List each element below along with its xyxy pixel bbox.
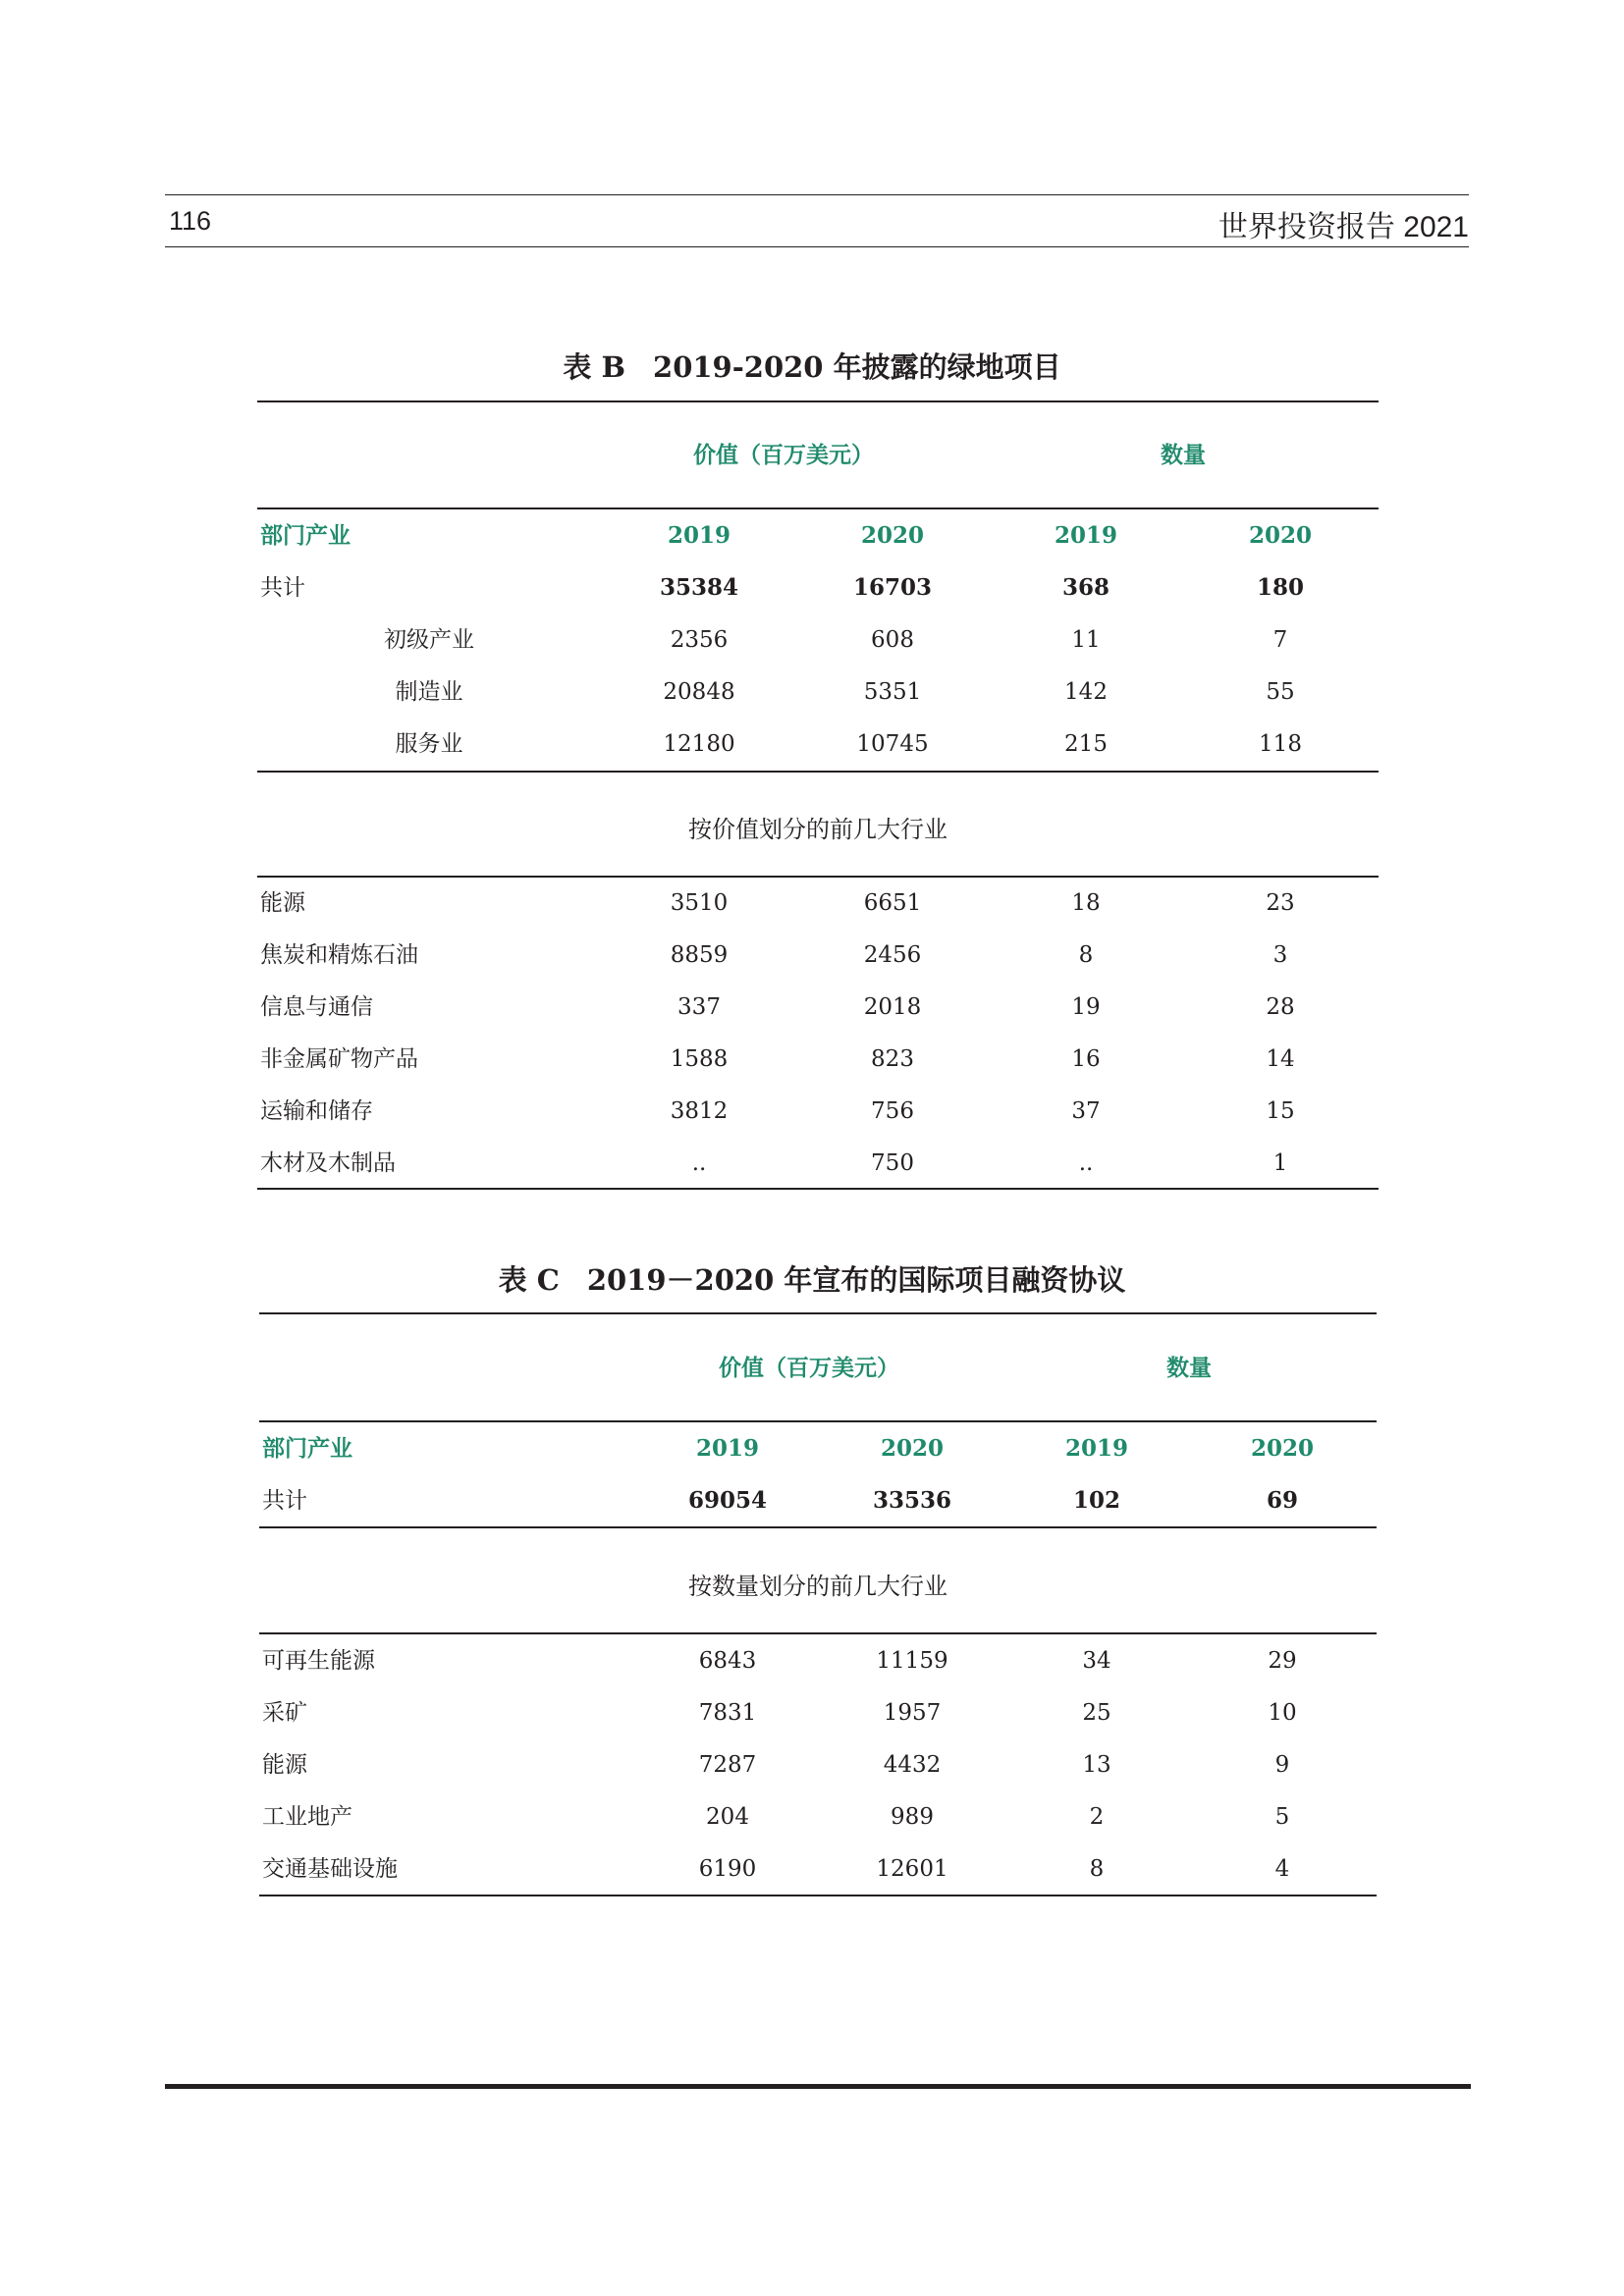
- table-b-group-count: 数量: [1161, 442, 1206, 468]
- table-c-title: [0, 1258, 1624, 1299]
- table-b-group-value: 价值（百万美元）: [693, 442, 874, 468]
- row-n2020: 55: [1266, 679, 1295, 705]
- row-v2019: 20848: [663, 679, 735, 705]
- table-b-total-n2020: 180: [1256, 574, 1305, 601]
- row-label: 焦炭和精炼石油: [260, 942, 418, 968]
- row-v2020: 6651: [863, 890, 922, 916]
- row-n2019: 34: [1082, 1648, 1111, 1674]
- table-b-col-value-2019: 2019: [667, 522, 731, 549]
- table-c-col-count-2019: 2019: [1064, 1435, 1129, 1462]
- row-n2019: 142: [1064, 679, 1108, 705]
- row-label: 运输和储存: [260, 1098, 373, 1124]
- table-c-header-rule: [259, 1420, 1377, 1422]
- table-b-total-label: 共计: [260, 575, 305, 601]
- table-c-top-rule: [259, 1312, 1377, 1314]
- row-n2020: 15: [1266, 1098, 1295, 1124]
- row-label: 采矿: [262, 1700, 307, 1726]
- table-c-col-count-2020: 2020: [1250, 1435, 1315, 1462]
- row-v2019: 204: [706, 1804, 749, 1830]
- row-v2020: 608: [871, 627, 914, 653]
- row-n2019: 11: [1071, 627, 1101, 653]
- row-label: 工业地产: [262, 1804, 352, 1830]
- table-c-total-n2019: 102: [1072, 1487, 1121, 1514]
- table-c-total-label: 共计: [262, 1488, 307, 1514]
- row-n2019: ..: [1078, 1150, 1094, 1176]
- row-n2020: 118: [1259, 731, 1302, 757]
- row-v2020: 756: [871, 1098, 914, 1124]
- row-label: 能源: [260, 890, 305, 916]
- table-b-title-text: 2019-2020 年披露的绿地项目: [653, 350, 1061, 384]
- table-b-bottom-rule: [257, 1188, 1379, 1190]
- row-v2020: 10745: [856, 731, 929, 757]
- row-v2019: 12180: [663, 731, 735, 757]
- row-v2020: 4432: [883, 1752, 942, 1778]
- row-n2020: 29: [1268, 1648, 1297, 1674]
- table-c-section-bottom-rule: [259, 1632, 1377, 1634]
- table-c-total-v2020: 33536: [872, 1487, 952, 1514]
- header-bottom-rule: [165, 246, 1469, 247]
- row-v2019: 1588: [670, 1046, 729, 1072]
- row-label: 能源: [262, 1752, 307, 1778]
- table-b-section-bottom-rule: [257, 876, 1379, 878]
- row-label: 木材及木制品: [260, 1150, 396, 1176]
- row-n2019: 215: [1064, 731, 1108, 757]
- table-b-col-count-2020: 2020: [1248, 522, 1313, 549]
- table-c-group-value: 价值（百万美元）: [719, 1355, 899, 1381]
- table-c-section-top-rule: [259, 1526, 1377, 1528]
- footer-rule: [165, 2084, 1471, 2089]
- row-n2019: 16: [1071, 1046, 1101, 1072]
- table-b-top-rule: [257, 400, 1379, 402]
- table-c-col-value-2020: 2020: [880, 1435, 945, 1462]
- table-b-header-rule: [257, 507, 1379, 509]
- row-v2019: 3510: [670, 890, 729, 916]
- row-n2019: 13: [1082, 1752, 1111, 1778]
- row-v2020: 1957: [883, 1700, 942, 1726]
- page-number: 116: [169, 206, 212, 236]
- table-c-bottom-rule: [259, 1895, 1377, 1896]
- row-n2020: 5: [1274, 1804, 1290, 1830]
- row-n2019: 2: [1089, 1804, 1105, 1830]
- table-c-total-v2019: 69054: [687, 1487, 768, 1514]
- row-v2020: 823: [871, 1046, 914, 1072]
- row-n2019: 19: [1071, 994, 1101, 1020]
- row-n2019: 37: [1071, 1098, 1101, 1124]
- table-b-total-v2019: 35384: [659, 574, 739, 601]
- row-v2020: 2456: [863, 942, 922, 968]
- running-title: 世界投资报告 2021: [1218, 211, 1469, 243]
- row-n2020: 10: [1268, 1700, 1297, 1726]
- table-c-section-title: 按数量划分的前几大行业: [688, 1573, 947, 1600]
- table-b: [257, 400, 1379, 1191]
- row-v2019: ..: [691, 1150, 707, 1176]
- row-n2020: 3: [1272, 942, 1288, 968]
- table-b-section-title: 按价值划分的前几大行业: [688, 816, 947, 843]
- row-v2019: 6190: [698, 1856, 757, 1882]
- row-label: 服务业: [395, 731, 463, 757]
- row-label: 非金属矿物产品: [260, 1046, 418, 1072]
- header-top-rule: [165, 194, 1469, 195]
- table-b-section-top-rule: [257, 771, 1379, 773]
- row-n2020: 28: [1266, 994, 1295, 1020]
- row-v2019: 3812: [670, 1098, 729, 1124]
- table-b-col-count-2019: 2019: [1054, 522, 1118, 549]
- row-v2019: 8859: [670, 942, 729, 968]
- row-v2020: 989: [891, 1804, 934, 1830]
- row-label: 可再生能源: [262, 1648, 375, 1674]
- table-c-col-sector: 部门产业: [262, 1435, 352, 1462]
- row-n2020: 23: [1266, 890, 1295, 916]
- row-v2020: 12601: [876, 1856, 948, 1882]
- row-v2019: 2356: [670, 627, 729, 653]
- table-c-total-n2020: 69: [1266, 1487, 1299, 1514]
- row-n2020: 7: [1272, 627, 1288, 653]
- row-v2019: 337: [677, 994, 721, 1020]
- table-b-total-v2020: 16703: [852, 574, 933, 601]
- row-n2019: 18: [1071, 890, 1101, 916]
- row-v2020: 750: [871, 1150, 914, 1176]
- table-c-label: 表 C: [498, 1263, 560, 1297]
- row-n2020: 14: [1266, 1046, 1295, 1072]
- row-v2020: 2018: [863, 994, 922, 1020]
- table-c-col-value-2019: 2019: [695, 1435, 760, 1462]
- row-label: 交通基础设施: [262, 1856, 398, 1882]
- row-label: 初级产业: [384, 627, 474, 653]
- table-c-group-count: 数量: [1166, 1355, 1212, 1381]
- row-n2020: 9: [1274, 1752, 1290, 1778]
- row-v2019: 7287: [698, 1752, 757, 1778]
- table-b-col-value-2020: 2020: [860, 522, 925, 549]
- row-v2020: 11159: [876, 1648, 948, 1674]
- table-b-title: [0, 346, 1624, 386]
- row-v2019: 7831: [698, 1700, 757, 1726]
- table-b-total-n2019: 368: [1061, 574, 1110, 601]
- row-label: 信息与通信: [260, 994, 373, 1020]
- row-n2019: 8: [1089, 1856, 1105, 1882]
- table-b-col-sector: 部门产业: [260, 522, 351, 549]
- row-n2020: 1: [1272, 1150, 1288, 1176]
- row-v2020: 5351: [863, 679, 922, 705]
- row-n2019: 25: [1082, 1700, 1111, 1726]
- row-v2019: 6843: [698, 1648, 757, 1674]
- row-n2019: 8: [1078, 942, 1094, 968]
- table-c-title-text: 2019－2020 年宣布的国际项目融资协议: [586, 1263, 1126, 1297]
- table-c: [259, 1312, 1377, 1901]
- row-label: 制造业: [395, 679, 463, 705]
- row-n2020: 4: [1274, 1856, 1290, 1882]
- table-b-label: 表 B: [563, 350, 626, 384]
